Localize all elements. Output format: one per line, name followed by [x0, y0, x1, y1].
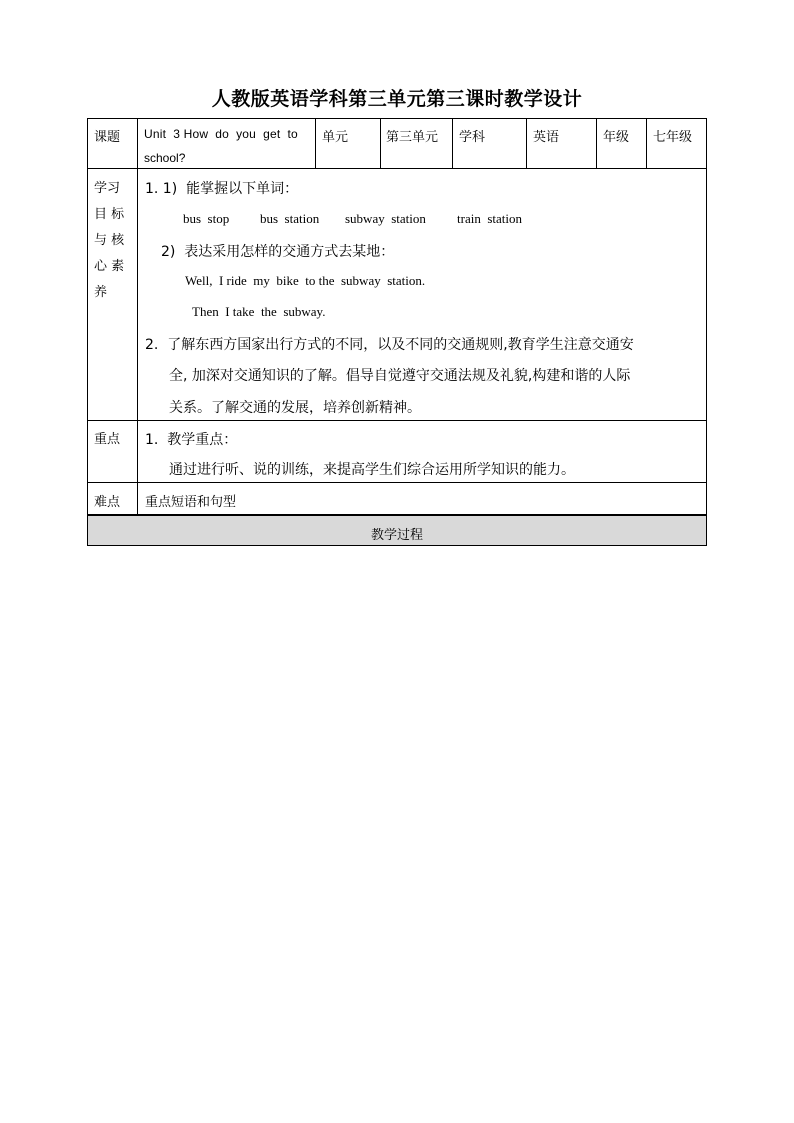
table-col-divider [380, 118, 381, 169]
teaching-process-label: 教学过程 [370, 528, 423, 543]
grade-value: 七年级 [653, 130, 693, 145]
table-col-divider [452, 118, 453, 169]
table-col-divider [646, 118, 647, 169]
objectives-label-line: 与 核 [94, 233, 125, 248]
table-row-divider [87, 482, 707, 483]
document-title: 人教版英语学科第三单元第三课时教学设计 [211, 88, 583, 110]
table-col-divider [137, 118, 138, 515]
topic-value-line1: Unit 3 How do you get to [144, 127, 298, 141]
unit-value: 第三单元 [386, 130, 439, 145]
difficult-points-content: 重点短语和句型 [145, 495, 237, 510]
table-row-divider [87, 420, 707, 421]
example-sentence: Then I take the subway. [192, 304, 326, 319]
subject-label: 学科 [459, 130, 486, 145]
teaching-process-header [87, 515, 707, 546]
unit-label: 单元 [322, 130, 349, 145]
table-col-divider [315, 118, 316, 169]
table-col-divider [596, 118, 597, 169]
vocab-word: bus stop [183, 211, 230, 226]
example-sentence: Well, I ride my bike to the subway station. [185, 273, 426, 288]
key-points-content: 通过进行听、说的训练，来提高学生们综合运用所学知识的能力。 [169, 462, 575, 478]
table-border-left [87, 118, 88, 515]
table-border-right [706, 118, 707, 515]
vocab-word: subway station [345, 211, 426, 226]
objectives-label-line: 心 素 [94, 259, 125, 274]
objective-item1-sub2: 2) 表达采用怎样的交通方式去某地： [161, 244, 395, 260]
vocab-word: bus station [260, 211, 320, 226]
grade-label: 年级 [603, 130, 630, 145]
subject-value: 英语 [533, 130, 560, 145]
objectives-label-line: 养 [94, 285, 108, 300]
objective-item2-line: 全, 加深对交通知识的了解。倡导自觉遵守交通法规及礼貌,构建和谐的人际 [169, 368, 631, 384]
objective-item2-line: 关系。了解交通的发展，培养创新精神。 [169, 400, 421, 416]
topic-label: 课题 [94, 130, 121, 145]
objective-item1-heading: 1. 1) 能掌握以下单词： [145, 181, 299, 197]
vocab-word: train station [457, 211, 522, 226]
objectives-label-line: 目 标 [94, 207, 125, 222]
table-col-divider [526, 118, 527, 169]
key-points-label: 重点 [94, 432, 121, 447]
key-points-heading: 1. 教学重点： [145, 432, 238, 448]
objective-item2-line: 2. 了解东西方国家出行方式的不同，以及不同的交通规则,教育学生注意交通安 [145, 337, 634, 353]
table-border-top [87, 118, 707, 119]
difficult-points-label: 难点 [94, 495, 121, 510]
table-row-divider [87, 168, 707, 169]
objectives-label-line: 学习 [94, 181, 121, 196]
topic-value-line2: school? [144, 151, 186, 165]
